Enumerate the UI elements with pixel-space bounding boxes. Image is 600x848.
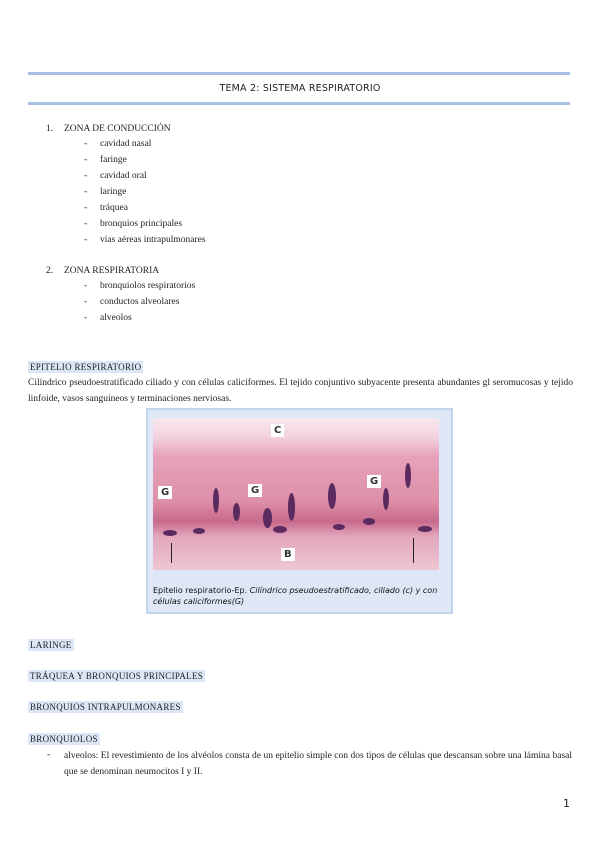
list-dash: - <box>84 219 88 229</box>
heading-bronquiolos: BRONQUIOLOS <box>30 734 98 744</box>
section-title: ZONA DE CONDUCCIÓN <box>64 124 171 134</box>
list-item: cavidad nasal <box>100 139 152 149</box>
list-dash: - <box>84 297 88 307</box>
label-basal: B <box>281 548 295 561</box>
epithelium-figure <box>146 408 453 614</box>
label-goblet: G <box>158 486 172 499</box>
heading-bronquios: BRONQUIOS INTRAPULMONARES <box>30 702 181 712</box>
alveolos-item: alveolos: El revestimiento de los alvéolos consta de un epitelio simple con dos tipos de células que descansan sobre una lámina basal que se denominan neumocitos I y II. <box>64 751 572 777</box>
section-title: ZONA RESPIRATORIA <box>64 266 160 276</box>
header-rule-top <box>28 72 570 75</box>
list-dash: - <box>84 203 88 213</box>
label-cilia: C <box>271 424 284 437</box>
header-rule-bottom <box>28 102 570 105</box>
list-dash: - <box>84 155 88 165</box>
figure-caption <box>153 585 448 607</box>
list-item: tráquea <box>100 203 128 213</box>
list-item: cavidad oral <box>100 171 147 181</box>
list-dash: - <box>84 313 88 323</box>
list-dash: - <box>84 171 88 181</box>
list-item: bronquiolos respiratorios <box>100 281 196 291</box>
label-goblet: G <box>367 475 381 488</box>
histology-image <box>153 418 439 570</box>
list-dash: - <box>84 281 88 291</box>
list-item: faringe <box>100 155 127 165</box>
caption-italic: Cilíndrico pseudoestratificado, ciliado (c) y con células caliciformes(G) <box>153 586 438 606</box>
heading-laringe: LARINGE <box>30 640 72 650</box>
list-dash: - <box>84 139 88 149</box>
heading-traquea: TRÁQUEA Y BRONQUIOS PRINCIPALES <box>30 671 204 681</box>
page-number: 1 <box>563 797 570 810</box>
label-goblet: G <box>248 484 262 497</box>
section-number: 2. <box>46 266 54 276</box>
page-title: TEMA 2: SISTEMA RESPIRATORIO <box>219 83 381 94</box>
list-item: laringe <box>100 187 127 197</box>
caption-plain: Epitelio respiratorio-Ep. <box>153 586 250 595</box>
list-item: bronquios principales <box>100 219 183 229</box>
list-dash: - <box>84 187 88 197</box>
list-item: alveolos <box>100 313 132 323</box>
list-dash: - <box>84 235 88 245</box>
heading-epitelio: EPITELIO RESPIRATORIO <box>30 362 142 372</box>
arrow-icon <box>171 543 172 563</box>
list-item: conductos alveolares <box>100 297 180 307</box>
list-dash: - <box>47 750 51 760</box>
arrow-icon <box>413 538 414 563</box>
section-number: 1. <box>46 124 54 134</box>
list-item: vías aéreas intrapulmonares <box>100 235 206 245</box>
epitelio-paragraph: Cilíndrico pseudoestratificado ciliado y con células caliciformes. El tejido conjuntivo subyacente presenta abundantes gl seromucosas y tejido linfoide, vasos sanguíneos y terminaciones nerviosas. <box>28 378 573 404</box>
